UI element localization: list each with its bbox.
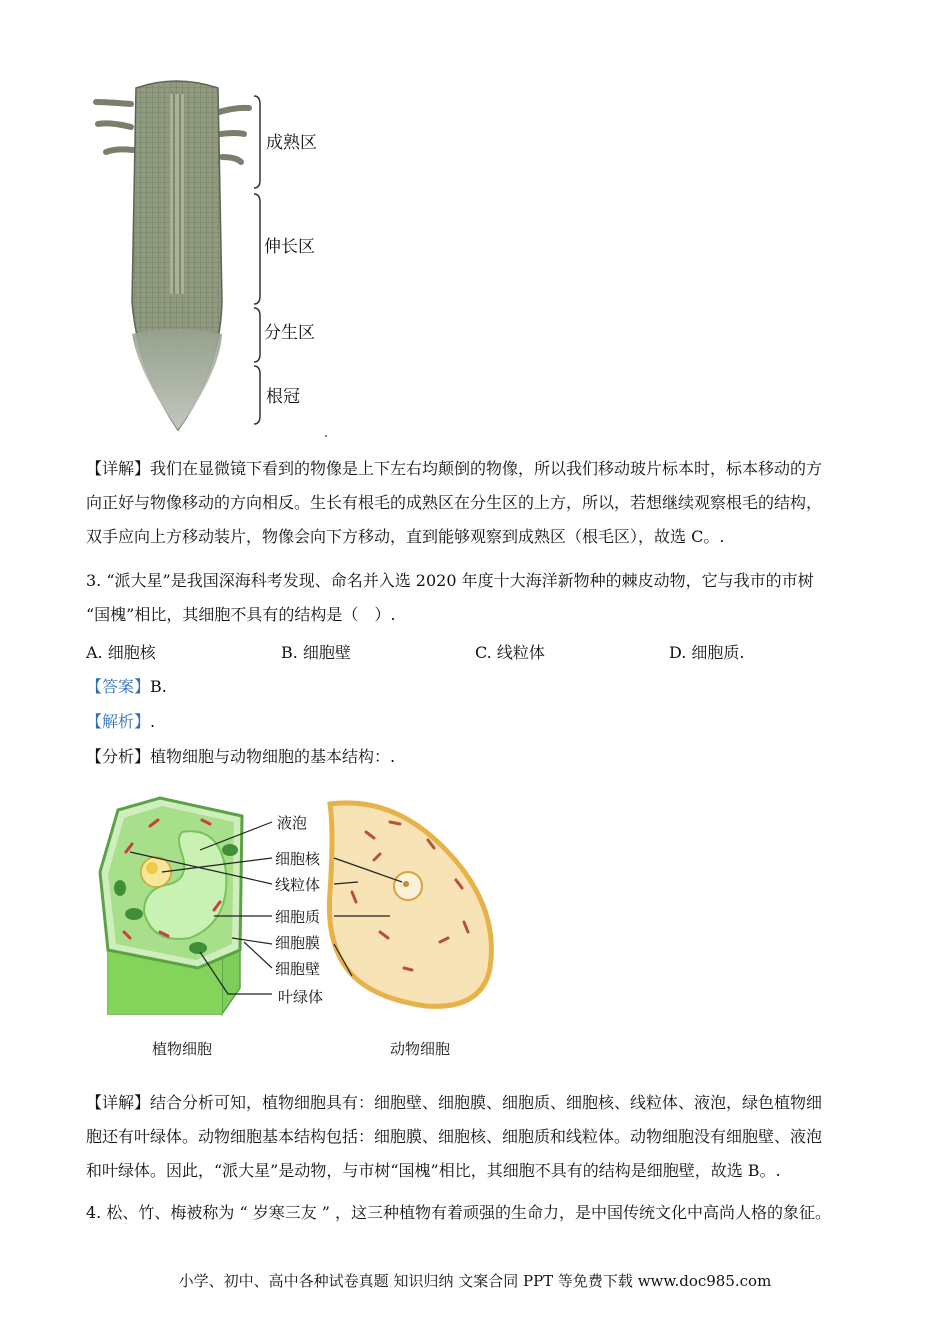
label-meristem-zone: 分生区 xyxy=(264,323,315,343)
cell-label-nucleus: 细胞核 xyxy=(275,850,321,868)
option-a: A. 细胞核 xyxy=(86,643,156,662)
question-3 xyxy=(86,564,866,632)
answer-value: B. xyxy=(150,677,167,696)
detail2-line-2: 胞还有叶绿体。动物细胞基本结构包括：细胞膜、细胞核、细胞质和线粒体。动物细胞没有细胞壁、液泡 xyxy=(86,1127,823,1146)
label-elongation-zone: 伸长区 xyxy=(264,237,315,257)
option-b: B. 细胞壁 xyxy=(281,643,351,662)
animal-cell-caption: 动物细胞 xyxy=(390,1040,451,1058)
analysis-text: 植物细胞与动物细胞的基本结构：. xyxy=(150,747,396,766)
detail-paragraph-1 xyxy=(86,452,866,554)
question3-line-2: “国槐”相比，其细胞不具有的结构是（ ）. xyxy=(86,605,396,624)
cell-label-membrane: 细胞膜 xyxy=(275,934,321,952)
plant-cell-caption: 植物细胞 xyxy=(152,1040,213,1058)
cell-illustration xyxy=(90,792,510,1067)
jiexi-line: 【解析】. xyxy=(86,712,156,731)
detail1-line-2: 向正好与物像移动的方向相反。生长有根毛的成熟区在分生区的上方，所以，若想继续观察根毛的结构， xyxy=(86,493,823,512)
detail2-line-1: 【详解】结合分析可知，植物细胞具有：细胞壁、细胞膜、细胞质、细胞核、线粒体、液泡，绿色植物细 xyxy=(86,1093,823,1112)
label-root-cap: 根冠 xyxy=(266,387,300,407)
detail2-line-3: 和叶绿体。因此，“派大星”是动物，与市树“国槐”相比，其细胞不具有的结构是细胞壁，故选 B。. xyxy=(86,1161,781,1180)
cell-label-chloroplast: 叶绿体 xyxy=(278,988,324,1006)
analysis-tag: 【分析】 xyxy=(86,747,151,766)
question3-line-1: 3. “派大星”是我国深海科考发现、命名并入选 2020 年度十大海洋新物种的棘皮动物，它与我市的市树 xyxy=(86,571,814,590)
cell-label-mitochondria: 线粒体 xyxy=(275,876,321,894)
detail1-line-3: 双手应向上方移动装片，物像会向下方移动，直到能够观察到成熟区（根毛区），故选 C。. xyxy=(86,527,725,546)
option-d: D. 细胞质. xyxy=(669,643,745,662)
question-4 xyxy=(86,1196,866,1230)
question4-line-1: 4. 松、竹、梅被称为 “ 岁寒三友 ” ，这三种植物有着顽强的生命力，是中国传统文化中高尚人格的象征。 xyxy=(86,1203,832,1222)
answer-line xyxy=(86,670,866,704)
root-tip-figure xyxy=(86,72,346,442)
page-footer: 小学、初中、高中各种试卷真题 知识归纳 文案合同 PPT 等免费下载 www.doc985.com xyxy=(178,1272,772,1290)
cell-label-cytoplasm: 细胞质 xyxy=(275,908,321,926)
label-maturation-zone: 成熟区 xyxy=(266,133,317,153)
answer-tag: 【答案】 xyxy=(86,677,151,696)
cell-label-wall: 细胞壁 xyxy=(275,960,321,978)
option-c: C. 线粒体 xyxy=(475,643,545,662)
analysis-line xyxy=(86,740,866,774)
cell-figure xyxy=(90,792,510,1067)
cell-label-vacuole: 液泡 xyxy=(277,814,308,832)
detail-paragraph-2 xyxy=(86,1086,866,1188)
jiexi-tag: 【解析】 xyxy=(86,712,151,731)
detail1-line-1: 【详解】我们在显微镜下看到的物像是上下左右均颠倒的物像，所以我们移动玻片标本时，标本移动的方 xyxy=(86,459,823,478)
